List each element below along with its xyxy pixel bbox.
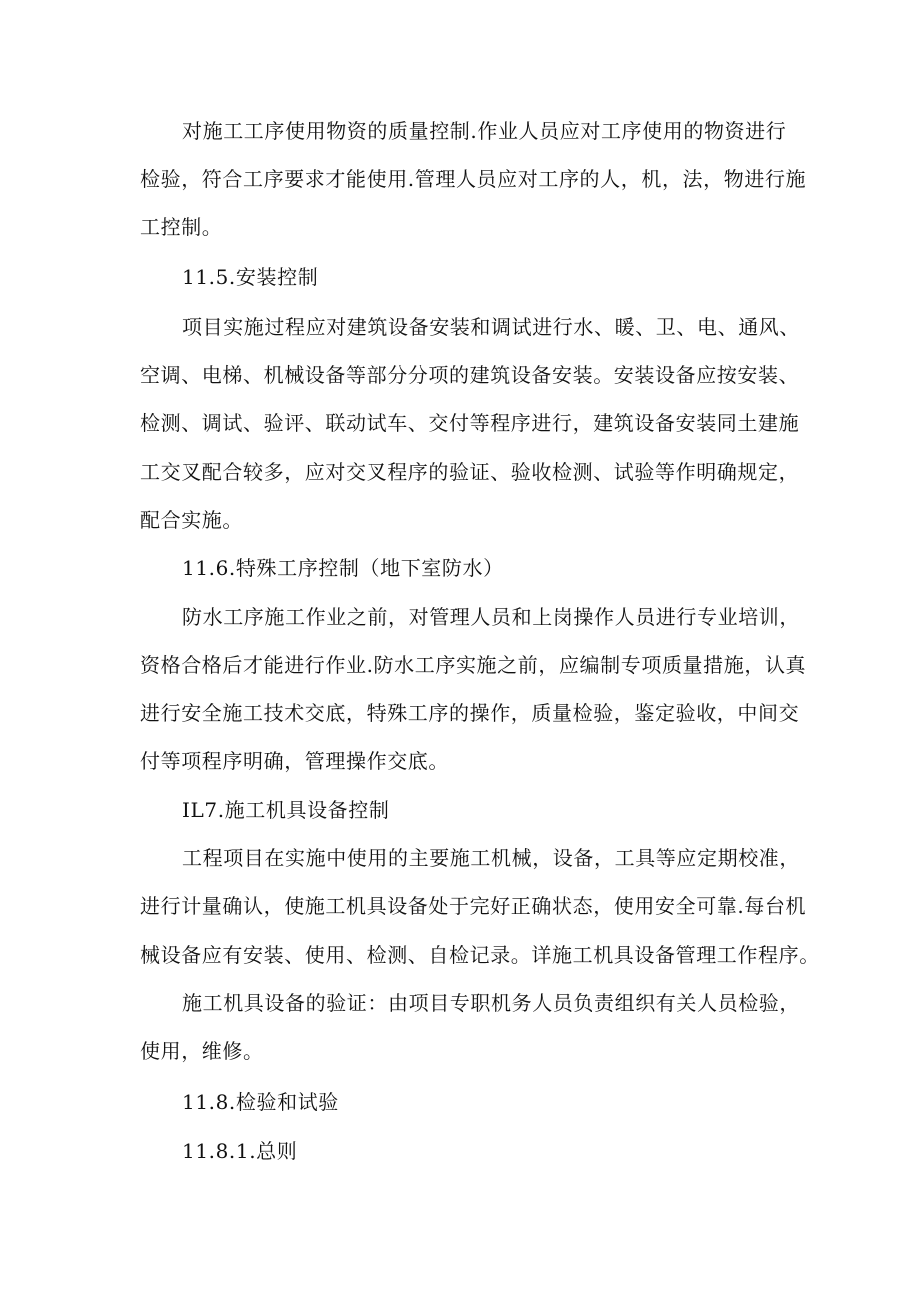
paragraph-line: 对施工工序使用物资的质量控制.作业人员应对工序使用的物资进行: [182, 119, 787, 143]
paragraph-line: 检验，符合工序要求才能使用.管理人员应对工序的人，机，法，物进行施: [140, 167, 807, 191]
subsection-heading: 11.8.1.总则: [182, 1139, 298, 1163]
paragraph-line: 进行安全施工技术交底，特殊工序的操作，质量检验，鉴定验收，中间交: [140, 701, 800, 725]
paragraph-line: 工程项目在实施中使用的主要施工机械，设备，工具等应定期校准，: [182, 846, 800, 870]
paragraph-line: 空调、电梯、机械设备等部分分项的建筑设备安装。安装设备应按安装、: [140, 363, 800, 387]
section-heading: 11.8.检验和试验: [182, 1090, 339, 1114]
paragraph-line: 付等项程序明确，管理操作交底。: [140, 749, 449, 773]
paragraph-line: 进行计量确认，使施工机具设备处于完好正确状态，使用安全可靠.每台机: [140, 894, 807, 918]
paragraph-line: 工交叉配合较多，应对交叉程序的验证、验收检测、试验等作明确规定，: [140, 460, 800, 484]
paragraph-line: 配合实施。: [140, 508, 243, 532]
section-heading: 11.5.安装控制: [182, 265, 319, 289]
paragraph-line: 资格合格后才能进行作业.防水工序实施之前，应编制专项质量措施，认真: [140, 653, 807, 677]
section-heading: IL7.施工机具设备控制: [182, 798, 390, 822]
paragraph-line: 检测、调试、验评、联动试车、交付等程序进行，建筑设备安装同土建施: [140, 411, 800, 435]
paragraph-line: 防水工序施工作业之前，对管理人员和上岗操作人员进行专业培训，: [182, 605, 800, 629]
paragraph-line: 工控制。: [140, 215, 223, 239]
paragraph-line: 使用，维修。: [140, 1039, 264, 1063]
paragraph-line: 项目实施过程应对建筑设备安装和调试进行水、暖、卫、电、通风、: [182, 315, 800, 339]
paragraph-line: 械设备应有安装、使用、检测、自检记录。详施工机具设备管理工作程序。: [140, 943, 820, 967]
section-heading: 11.6.特殊工序控制（地下室防水）: [182, 556, 504, 580]
paragraph-line: 施工机具设备的验证：由项目专职机务人员负责组织有关人员检验，: [182, 991, 800, 1015]
